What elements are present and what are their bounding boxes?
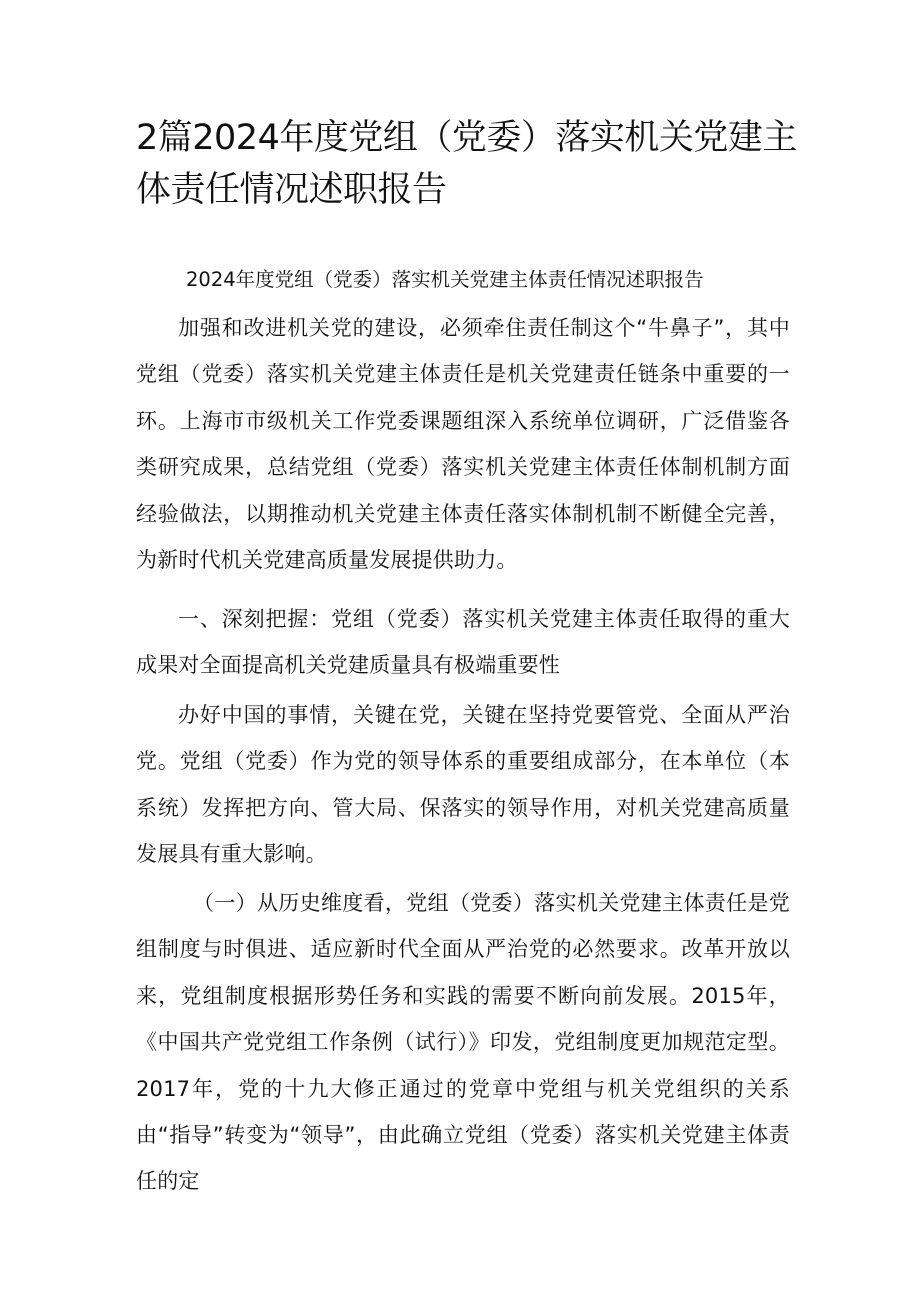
paragraph-intro: 加强和改进机关党的建设，必须牵住责任制这个“牛鼻子”，其中党组（党委）落实机关党建主体责任是机关党建责任链条中重要的一环。上海市市级机关工作党委课题组深入系统单位调研，广泛借鉴各类研究成果，总结党组（党委）落实机关党建主体责任体制机制方面经验做法，以期推动机关党建主体责任落实体制机制不断健全完善，为新时代机关党建高质量发展提供助力。: [136, 316, 790, 573]
document-title: 2篇2024年度党组（党委）落实机关党建主体责任情况述职报告: [136, 118, 797, 210]
paragraph-section-1: 办好中国的事情，关键在党，关键在坚持党要管党、全面从严治党。党组（党委）作为党的领导体系的重要组成部分，在本单位（本系统）发挥把方向、管大局、保落实的领导作用，对机关党建高质量发展具有重大影响。: [136, 703, 790, 867]
section-heading-1: 一、深刻把握：党组（党委）落实机关党建主体责任取得的重大成果对全面提高机关党建质量具有极端重要性: [136, 607, 790, 678]
paragraph-subsection-1: （一）从历史维度看，党组（党委）落实机关党建主体责任是党组制度与时俱进、适应新时代全面从严治党的必然要求。改革开放以来，党组制度根据形势任务和实践的需要不断向前发展。2015年，《中国共产党党组工作条例（试行）》印发，党组制度更加规范定型。2017年，党的十九大修正通过的党章中党组与机关党组织的关系由“指导”转变为“领导”，由此确立党组（党委）落实机关党建主体责任的定: [136, 891, 790, 1194]
report-subtitle: 2024年度党组（党委）落实机关党建主体责任情况述职报告: [186, 268, 704, 291]
